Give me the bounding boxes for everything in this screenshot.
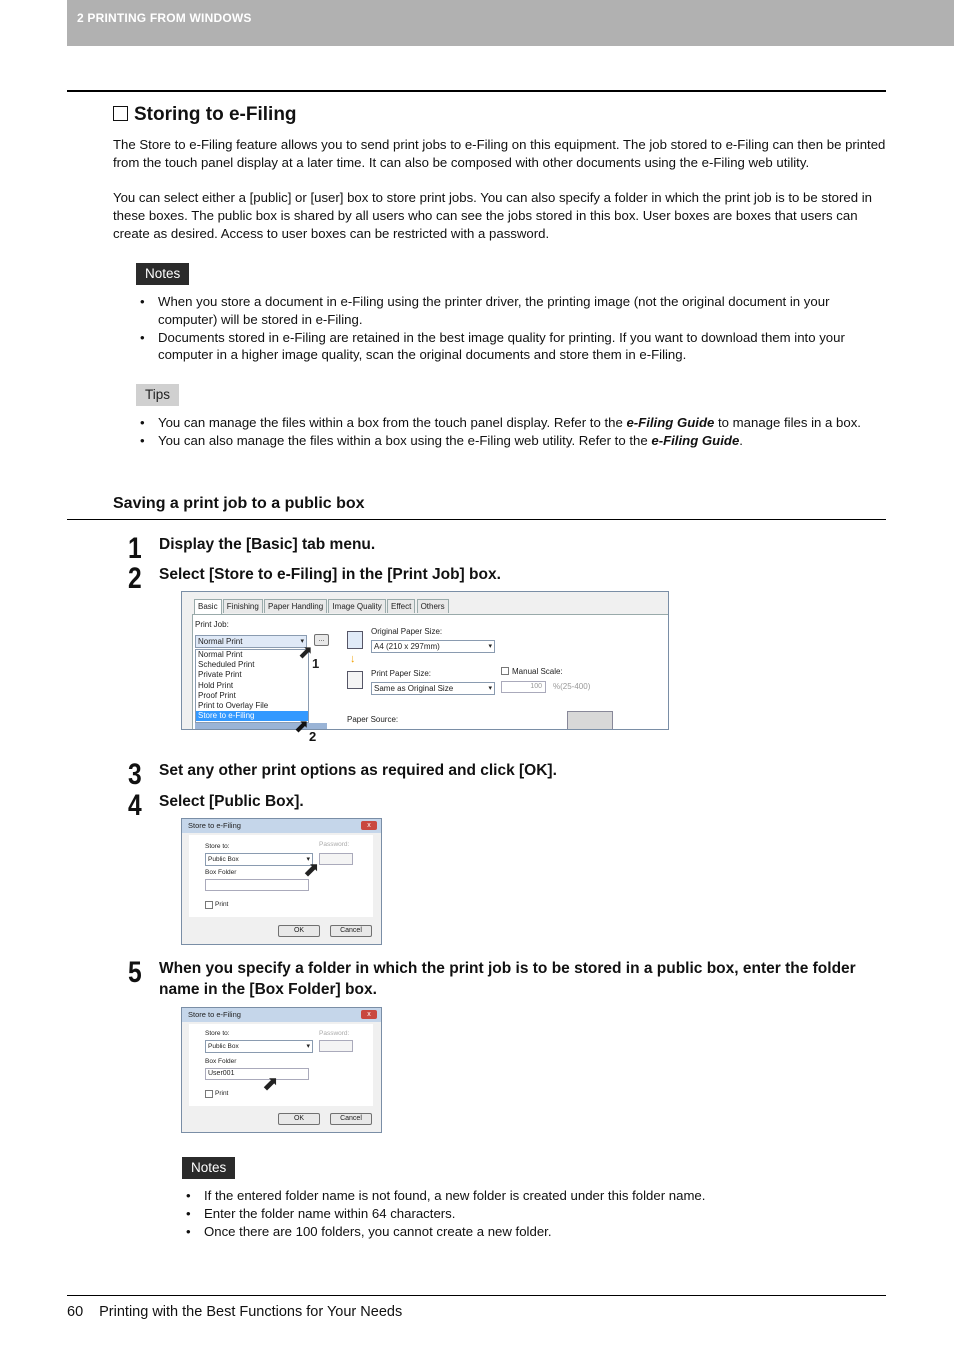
dialog-body — [189, 1024, 373, 1106]
list-item[interactable]: Proof Print — [198, 690, 236, 700]
box-folder-label: Box Folder — [205, 869, 237, 876]
dialog-titlebar: Store to e-Filing — [182, 1008, 381, 1022]
box-folder-label: Box Folder — [205, 1058, 237, 1065]
cancel-button[interactable]: Cancel — [330, 1113, 372, 1125]
tab-others[interactable]: Others — [417, 599, 449, 613]
print-label: Print — [215, 1090, 229, 1097]
step-number: 3 — [128, 758, 142, 791]
list-item[interactable]: Normal Print — [198, 650, 243, 659]
chapter-title: 2 PRINTING FROM WINDOWS — [77, 11, 252, 25]
print-job-label: Print Job: — [195, 620, 229, 629]
print-size-dropdown[interactable]: Same as Original Size ▾ — [371, 682, 495, 695]
password-label: Password: — [319, 1030, 350, 1037]
list-item: • Once there are 100 folders, you cannot create a new folder. — [182, 1223, 882, 1241]
print-job-dropdown[interactable]: Normal Print ▾ — [195, 635, 307, 648]
callout-1: 1 — [312, 656, 320, 671]
cursor-arrow-icon: ⬈ — [298, 642, 314, 662]
list-item[interactable]: Print to Overlay File — [198, 700, 269, 710]
top-rule — [67, 90, 886, 92]
step-text: When you specify a folder in which the print job is to be stored in a public box, enter the folder name in the [Box Folder] box. — [159, 960, 856, 998]
original-size-dropdown[interactable]: A4 (210 x 297mm) ▾ — [371, 640, 495, 653]
password-label: Password: — [319, 841, 350, 848]
subsection-rule — [67, 519, 886, 520]
paper-source-label: Paper Source: — [347, 715, 399, 724]
store-to-efiling-dialog-folder — [181, 1007, 382, 1133]
tip-text: You can also manage the files within a box using the e-Filing web utility. Refer to the — [158, 432, 652, 448]
notes-list — [136, 293, 888, 364]
list-item — [136, 432, 888, 450]
dialog-body — [189, 835, 373, 917]
chapter-header-bar — [67, 0, 954, 46]
section-title — [113, 104, 297, 126]
print-label: Print — [215, 901, 229, 908]
tip-text: You can manage the files within a box from the touch panel display. Refer to the — [158, 415, 627, 430]
notes-list — [182, 1187, 882, 1240]
list-item: • When you store a document in e-Filing using the printer driver, the printing image (not the original document in your computer) will be stored in e-Filing. — [136, 293, 888, 329]
print-size-label: Print Paper Size: — [371, 669, 432, 678]
step-number: 2 — [128, 562, 142, 595]
tab-effect[interactable]: Effect — [387, 599, 415, 613]
tips-label: Tips — [136, 384, 179, 406]
store-to-dropdown[interactable]: Public Box ▾ — [205, 1040, 313, 1053]
box-folder-input[interactable]: User001 — [205, 1068, 309, 1080]
basic-tab-screenshot — [181, 591, 669, 730]
cursor-arrow-icon: ⬈ — [294, 716, 310, 736]
list-item: • Enter the folder name within 64 characters. — [182, 1205, 882, 1223]
print-job-settings-button[interactable]: ... — [314, 634, 329, 646]
step-number: 1 — [128, 532, 142, 565]
manual-scale-label: Manual Scale: — [512, 667, 563, 676]
tips-list — [136, 414, 888, 450]
tab-paper-handling[interactable]: Paper Handling — [264, 599, 327, 613]
cancel-button[interactable]: Cancel — [330, 925, 372, 937]
guide-reference: e-Filing Guide — [626, 415, 715, 430]
store-to-label: Store to: — [205, 843, 230, 850]
print-job-list — [195, 649, 309, 723]
original-size-label: Original Paper Size: — [371, 627, 443, 636]
callout-2: 2 — [309, 729, 317, 744]
dialog-titlebar: Store to e-Filing — [182, 819, 381, 833]
ok-button[interactable]: OK — [278, 1113, 320, 1125]
list-item[interactable]: Hold Print — [198, 680, 234, 690]
tip-text: to manage files in a box. — [714, 415, 861, 430]
tab-basic[interactable]: Basic — [194, 599, 222, 615]
step-text: Select [Public Box]. — [159, 793, 304, 810]
notes-label: Notes — [182, 1157, 235, 1179]
footer-title: Printing with the Best Functions for Your Needs — [99, 1304, 403, 1320]
subsection-title: Saving a print job to a public box — [113, 495, 365, 512]
arrow-down-icon: ↓ — [350, 653, 356, 665]
intro-paragraph-1: The Store to e-Filing feature allows you to send print jobs to e-Filing on this equipment. The job stored to e-Filing can then be printed from the touch panel display at a later time. It can also be composed with other documents using the e-Filing web utility. — [113, 137, 886, 170]
box-folder-input[interactable] — [205, 879, 309, 891]
machine-icon — [567, 711, 613, 730]
step-text: Display the [Basic] tab menu. — [159, 536, 376, 553]
store-to-dropdown[interactable]: Public Box ▾ — [205, 853, 313, 866]
list-item: • If the entered folder name is not found, a new folder is created under this folder name. — [182, 1187, 882, 1205]
document-icon — [347, 631, 363, 649]
checkbox-icon — [113, 106, 128, 121]
step-number: 4 — [128, 789, 142, 822]
password-input[interactable] — [319, 853, 353, 865]
list-item-selected[interactable]: Store to e-Filing — [196, 711, 308, 721]
close-icon[interactable]: x — [361, 821, 377, 830]
list-item: • Documents stored in e-Filing are retained in the best image quality for printing. If you want to download them into your computer in a higher image quality, scan the original documents and store them in e-Filing. — [136, 329, 888, 365]
tip-text: . — [739, 432, 743, 448]
cursor-arrow-icon: ⬈ — [262, 1073, 279, 1095]
list-item[interactable]: Private Print — [198, 670, 242, 680]
guide-reference: e-Filing Guide — [651, 432, 740, 448]
close-icon[interactable]: x — [361, 1010, 377, 1019]
password-input[interactable] — [319, 1040, 353, 1052]
tab-image-quality[interactable]: Image Quality — [328, 599, 385, 613]
intro-paragraph-2: You can select either a [public] or [user] box to store print jobs. You can also specify a folder in which the print job is to be stored in these boxes. The public box is shared by all users who can see the jobs stored in this box. User boxes are boxes that users can create as desired. Access to user boxes can be restricted with a password. — [113, 190, 872, 241]
list-item[interactable]: Scheduled Print — [198, 660, 255, 670]
printer-icon — [347, 671, 363, 689]
page-number: 60 — [67, 1304, 84, 1320]
page-footer — [67, 1304, 402, 1320]
step-text: Set any other print options as required and click [OK]. — [159, 762, 557, 779]
section-title-text: Storing to e-Filing — [134, 104, 297, 125]
tab-pane — [192, 614, 669, 730]
tab-finishing[interactable]: Finishing — [223, 599, 263, 613]
ok-button[interactable]: OK — [278, 925, 320, 937]
store-to-label: Store to: — [205, 1030, 230, 1037]
scale-range-label: %(25-400) — [553, 682, 591, 691]
print-checkbox[interactable] — [205, 901, 213, 909]
notes-label: Notes — [136, 263, 189, 285]
store-to-efiling-dialog — [181, 818, 382, 945]
manual-scale-checkbox[interactable] — [501, 667, 509, 675]
list-item — [136, 414, 888, 432]
footer-rule — [67, 1295, 886, 1296]
step-text: Select [Store to e-Filing] in the [Print Job] box. — [159, 566, 501, 583]
tab-strip — [194, 599, 448, 613]
print-checkbox[interactable] — [205, 1090, 213, 1098]
step-number: 5 — [128, 956, 142, 989]
cursor-arrow-icon: ⬈ — [303, 859, 320, 881]
scale-input[interactable]: 100 — [501, 681, 546, 693]
